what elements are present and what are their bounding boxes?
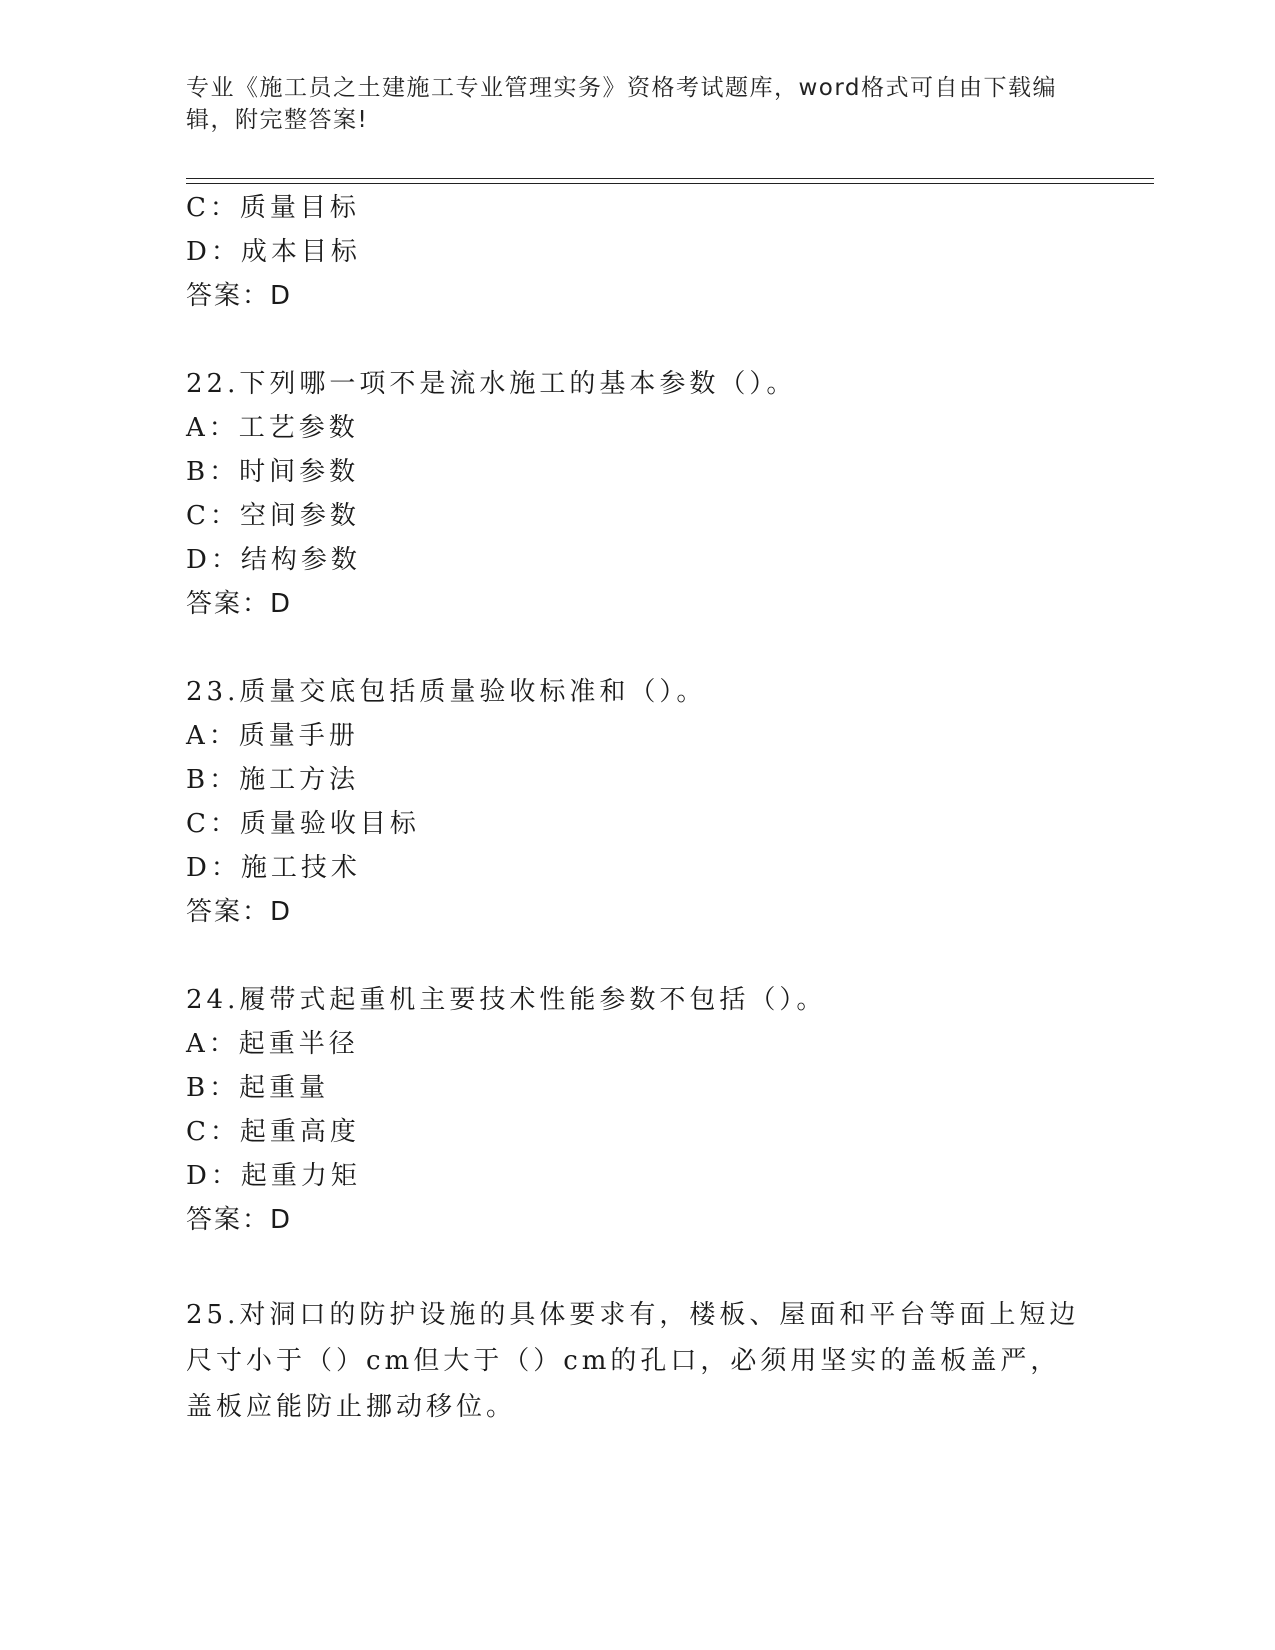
q22-option-b: B：时间参数 [186, 457, 360, 487]
q21-answer: 答案：D [186, 281, 293, 311]
q23-option-b: B：施工方法 [186, 765, 360, 795]
q22-answer: 答案：D [186, 589, 293, 619]
header-divider-bottom [186, 183, 1154, 184]
q22-question: 22.下列哪一项不是流水施工的基本参数（）。 [186, 369, 797, 399]
q24-option-b: B：起重量 [186, 1073, 330, 1103]
q23-option-c: C：质量验收目标 [186, 809, 420, 839]
q21-option-c: C：质量目标 [186, 193, 360, 223]
q23-question: 23.质量交底包括质量验收标准和（）。 [186, 677, 707, 707]
q21-option-d: D：成本目标 [186, 237, 361, 267]
q24-answer: 答案：D [186, 1205, 293, 1235]
q23-option-a: A：质量手册 [186, 721, 359, 751]
q22-option-c: C：空间参数 [186, 501, 360, 531]
q24-option-a: A：起重半径 [186, 1029, 359, 1059]
q24-option-c: C：起重高度 [186, 1117, 360, 1147]
q22-option-a: A：工艺参数 [186, 413, 359, 443]
q22-option-d: D：结构参数 [186, 545, 361, 575]
q23-option-d: D：施工技术 [186, 853, 361, 883]
q23-answer: 答案：D [186, 897, 293, 927]
q24-option-d: D：起重力矩 [186, 1161, 361, 1191]
q24-question: 24.履带式起重机主要技术性能参数不包括（）。 [186, 985, 827, 1015]
document-header: 专业《施工员之土建施工专业管理实务》资格考试题库，word格式可自由下载编辑，附完整答案! [186, 75, 1058, 133]
header-divider-top [186, 178, 1154, 179]
q25-question: 25.对洞口的防护设施的具体要求有，楼板、屋面和平台等面上短边尺寸小于（）cm但大于（）cm的孔口，必须用坚实的盖板盖严，盖板应能防止挪动移位。 [186, 1300, 1080, 1422]
